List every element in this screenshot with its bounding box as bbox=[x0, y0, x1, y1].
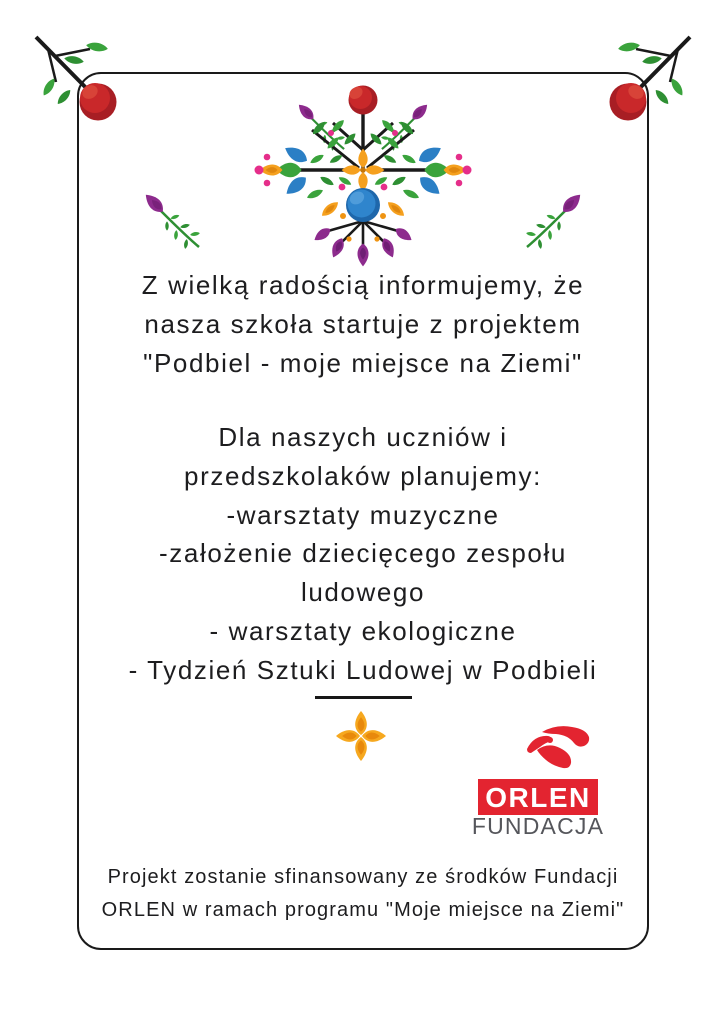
fundacja-wordmark: FUNDACJA bbox=[471, 813, 605, 839]
divider-line bbox=[315, 696, 412, 699]
plans-line: - Tydzień Sztuki Ludowej w Podbieli bbox=[128, 654, 598, 685]
footer-line: Projekt zostanie sfinansowany ze środków Fundacji bbox=[107, 866, 619, 888]
plans-line: -założenie dziecięcego zespołu bbox=[159, 538, 567, 569]
plans-line: Dla naszych uczniów i bbox=[218, 422, 508, 452]
intro-text bbox=[77, 266, 649, 383]
intro-line: "Podbiel - moje miejsce na Ziemi" bbox=[143, 348, 583, 378]
plans-line: przedszkolaków planujemy: bbox=[184, 460, 542, 491]
plans-line: - warsztaty ekologiczne bbox=[209, 615, 517, 646]
intro-line: nasza szkoła startuje z projektem bbox=[144, 309, 582, 339]
orlen-wordmark: ORLEN bbox=[478, 779, 598, 815]
plans-line: ludowego bbox=[300, 577, 426, 608]
intro-line: Z wielką radością informujemy, że bbox=[141, 270, 585, 300]
plans-line: -warsztaty muzyczne bbox=[226, 499, 500, 530]
plans-text bbox=[77, 418, 649, 690]
footer-line: ORLEN w ramach programu "Moje miejsce na Ziemi" bbox=[101, 899, 625, 921]
footer-text bbox=[40, 861, 686, 927]
